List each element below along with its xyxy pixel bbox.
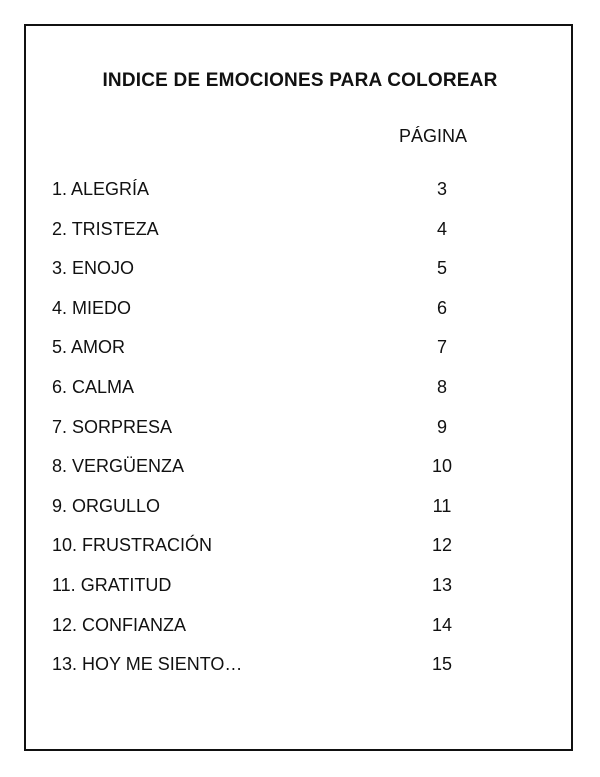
toc-entry-page: 11 [432,495,452,516]
toc-entry-label: 6. CALMA [52,376,135,397]
toc-entry [52,219,492,259]
toc-entry-page: 5 [436,258,447,279]
toc-entry-page: 15 [431,654,453,675]
toc-entry-page: 8 [436,376,447,397]
toc-entry-label: 2. TRISTEZA [52,218,159,239]
toc-entry [52,417,492,457]
page-column-header: PÁGINA [399,126,468,146]
toc-entry [52,654,492,694]
toc-entry-label: 10. FRUSTRACIÓN [52,535,213,556]
toc-entry [52,535,492,575]
toc-entry-page: 6 [436,297,447,318]
page-title: INDICE DE EMOCIONES PARA COLOREAR [102,70,498,91]
toc-entry-page: 4 [436,218,447,239]
toc-entry [52,179,492,219]
toc-entry-label: 5. AMOR [52,337,126,358]
toc-entry-label: 11. GRATITUD [52,574,172,595]
toc-entry-page: 10 [431,456,453,477]
toc-entry-page: 12 [431,535,453,556]
toc-entry-page: 7 [436,337,447,358]
toc-entry-label: 3. ENOJO [52,258,135,279]
toc-entry-label: 9. ORGULLO [52,495,161,516]
toc-entry-page: 3 [436,179,447,199]
toc-entry [52,456,492,496]
table-of-contents [52,179,492,694]
toc-entry [52,615,492,655]
toc-entry-page: 9 [436,416,447,437]
toc-entry [52,258,492,298]
toc-entry [52,575,492,615]
toc-entry [52,377,492,417]
toc-entry-label: 13. HOY ME SIENTO… [52,654,243,675]
toc-entry-label: 8. VERGÜENZA [52,456,185,477]
toc-entry-label: 12. CONFIANZA [52,614,187,635]
toc-entry [52,337,492,377]
toc-entry-page: 14 [431,614,453,635]
toc-entry [52,496,492,536]
toc-entry-label: 4. MIEDO [52,297,132,318]
toc-entry-label: 1. ALEGRÍA [52,179,150,199]
toc-entry-page: 13 [431,574,453,595]
toc-entry-label: 7. SORPRESA [52,416,173,437]
toc-entry [52,298,492,338]
